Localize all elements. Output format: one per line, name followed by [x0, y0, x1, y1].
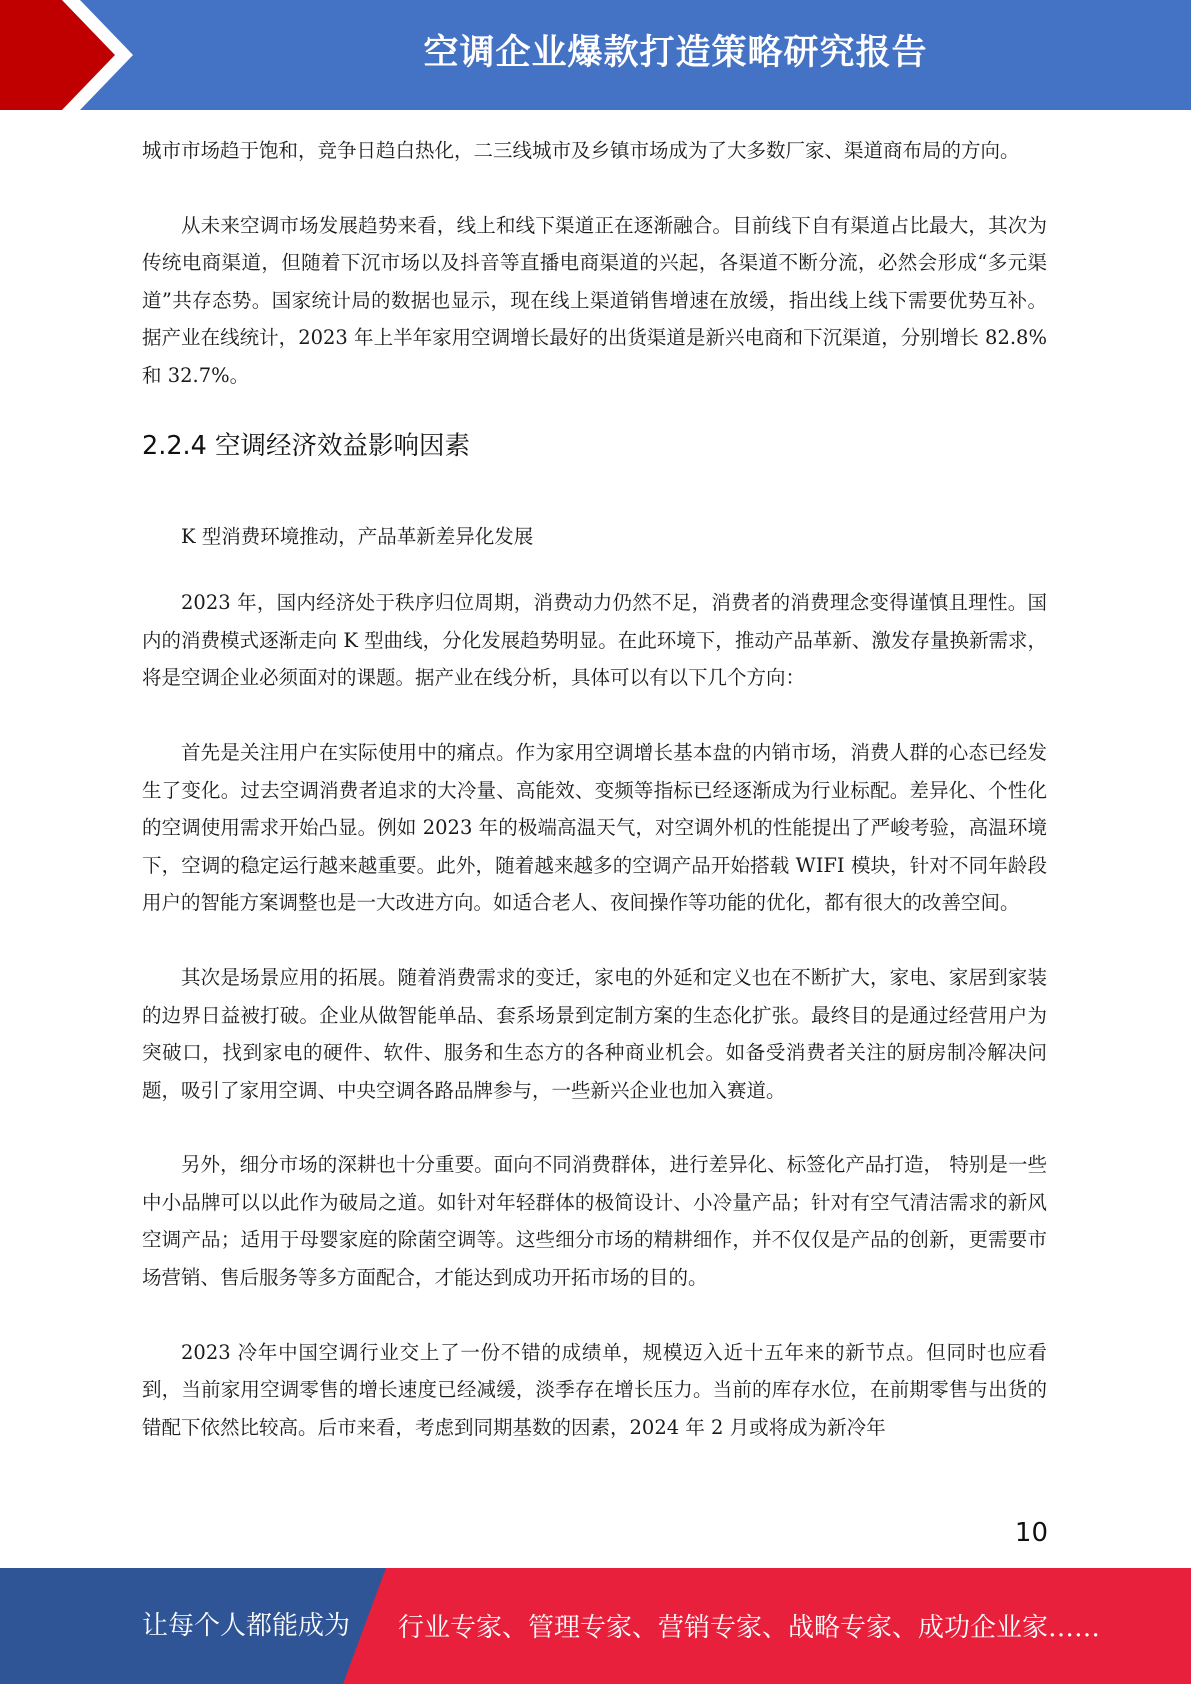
paragraph-channels: 从未来空调市场发展趋势来看，线上和线下渠道正在逐渐融合。目前线下自有渠道占比最大，其次为传统电商渠道，但随着下沉市场以及抖音等直播电商渠道的兴起，各渠道不断分流，必然会形成“多元渠道”共存态势。国家统计局的数据也显示，现在线上渠道销售增速在放缓，指出线上线下需要优势互补。据产业在线统计，2023 年上半年家用空调增长最好的出货渠道是新兴电商和下沉渠道，分别增长 82.8%和 32.7%。	[142, 213, 1047, 387]
paragraph-cold-year: 2023 冷年中国空调行业交上了一份不错的成绩单，规模迈入近十五年来的新节点。但同时也应看到，当前家用空调零售的增长速度已经减缓，淡季存在增长压力。当前的库存水位，在前期零售与出货的错配下依然比较高。后市来看，考虑到同期基数的因素，2024 年 2 月或将成为新冷年	[142, 1340, 1047, 1439]
subheading: K 型消费环境推动，产品革新差异化发展	[181, 524, 534, 548]
page-number: 10	[1014, 1518, 1048, 1548]
page-body	[142, 132, 1047, 1483]
footer-slogan-right: 行业专家、管理专家、营销专家、战略专家、成功企业家……	[398, 1613, 1101, 1643]
paragraph-2023: 2023 年，国内经济处于秩序归位周期，消费动力仍然不足，消费者的消费理念变得谨慎且理性。国内的消费模式逐渐走向 K 型曲线，分化发展趋势明显。在此环境下，推动产品革新、激发存量换新需求，将是空调企业必须面对的课题。据产业在线分析，具体可以有以下几个方向：	[142, 591, 1047, 690]
paragraph-second: 其次是场景应用的拓展。随着消费需求的变迁，家电的外延和定义也在不断扩大，家电、家居到家装的边界日益被打破。企业从做智能单品、套系场景到定制方案的生态化扩张。最终目的是通过经营用户为突破口，找到家电的硬件、软件、服务和生态方的各种商业机会。如备受消费者关注的厨房制冷解决问题，吸引了家用空调、中央空调各路品牌参与，一些新兴企业也加入赛道。	[142, 965, 1047, 1102]
report-title: 空调企业爆款打造策略研究报告	[423, 33, 928, 73]
page-footer	[0, 1568, 1191, 1684]
section-heading: 2.2.4 空调经济效益影响因素	[142, 430, 470, 461]
footer-slogan-left: 让每个人都能成为	[142, 1611, 351, 1641]
page-header	[0, 0, 1191, 110]
header-arrow-decoration	[0, 0, 155, 110]
paragraph-first: 首先是关注用户在实际使用中的痛点。作为家用空调增长基本盘的内销市场，消费人群的心态已经发生了变化。过去空调消费者追求的大冷量、高能效、变频等指标已经逐渐成为行业标配。差异化、个性化的空调使用需求开始凸显。例如 2023 年的极端高温天气，对空调外机的性能提出了严峻考验，高温环境下，空调的稳定运行越来越重要。此外，随着越来越多的空调产品开始搭载 WIFI 模块，针对不同年龄段用户的智能方案调整也是一大改进方向。如适合老人、夜间操作等功能的优化，都有很大的改善空间。	[142, 740, 1047, 915]
paragraph-continued: 城市市场趋于饱和，竞争日趋白热化，二三线城市及乡镇市场成为了大多数厂家、渠道商布局的方向。	[142, 139, 1020, 162]
paragraph-third: 另外，细分市场的深耕也十分重要。面向不同消费群体，进行差异化、标签化产品打造， 特别是一些中小品牌可以以此作为破局之道。如针对年轻群体的极简设计、小冷量产品；针对有空气清洁需求的新风空调产品；适用于母婴家庭的除菌空调等。这些细分市场的精耕细作，并不仅仅是产品的创新，更需要市场营销、售后服务等多方面配合，才能达到成功开拓市场的目的。	[142, 1153, 1047, 1290]
